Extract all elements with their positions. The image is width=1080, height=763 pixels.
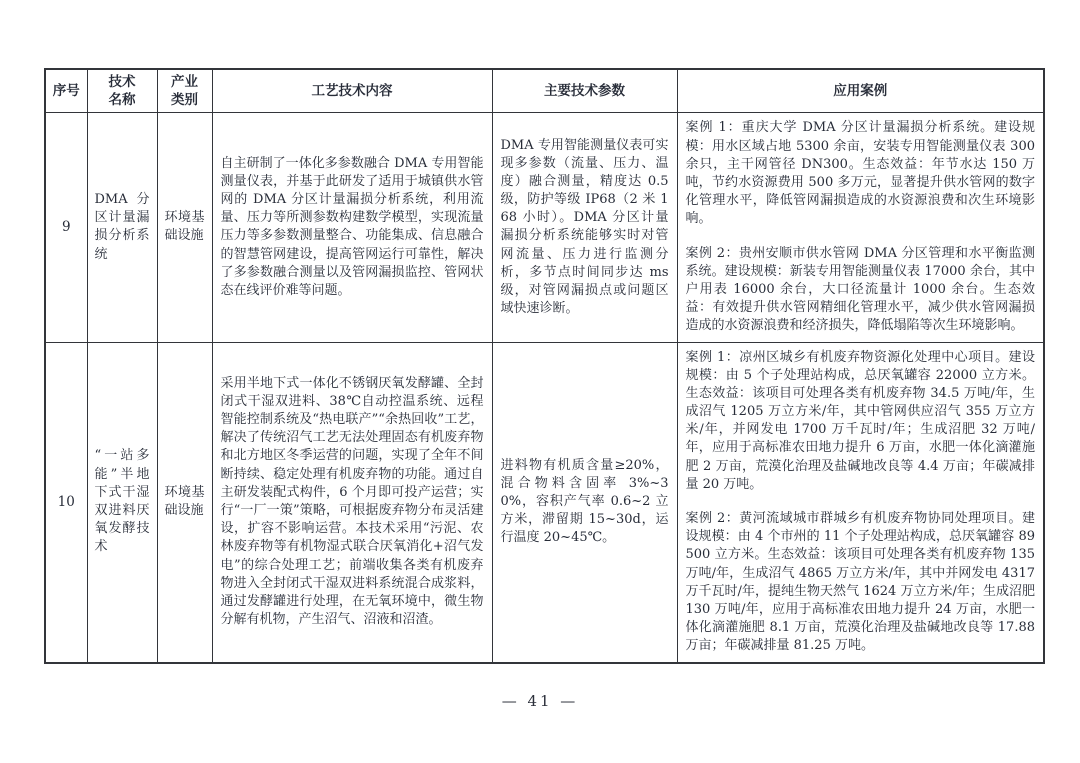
col-header-parameters	[492, 69, 677, 113]
cell-cases	[677, 342, 1044, 663]
cell-category: 环境基础设施	[157, 113, 212, 342]
cell-index: 9	[45, 113, 87, 342]
table-row-9	[45, 113, 1044, 342]
cell-parameters: 进料物有机质含量≥20%，混合物料含固率 3%~30%，容积产气率 0.6~2 立方米，滞留期 15~30d，运行温度 20~45℃。	[492, 342, 677, 663]
cell-process: 自主研制了一体化多参数融合 DMA 专用智能测量仪表，并基于此研发了适用于城镇供水管网的 DMA 分区计量漏损分析系统，利用流量、压力等所测参数构建数学模型，实现流量压力等多参数测量整合、功能集成、信息融合的智慧管网建设，提高管网运行可靠性，解决了多参数融合测量以及管网漏损监控、管网状态在线评价难等问题。	[212, 113, 492, 342]
table-row-10	[45, 342, 1044, 663]
cell-tech-name: DMA 分区计量漏损分析系统	[87, 113, 157, 342]
cell-index: 10	[45, 342, 87, 663]
cell-cases	[677, 113, 1044, 342]
col-header-cases	[677, 69, 1044, 113]
col-header-category	[157, 69, 212, 113]
col-header-cases-label: 应用案例	[833, 83, 888, 99]
cell-process: 采用半地下式一体化不锈钢厌氧发酵罐、全封闭式干湿双进料、38℃自动控温系统、远程智能控制系统及“热电联产”“余热回收”工艺，解决了传统沼气工艺无法处理固态有机废弃物和北方地区冬季运营的问题，实现了全年不间断持续、稳定处理有机废弃物的功能。通过自主研发装配式构件，6 个月即可投产运营；实行“一厂一策”策略，可根据废弃物分布灵活建设，扩容不影响运营。本技术采用“污泥、农林废弃物等有机物湿式联合厌氧消化+沼气发电”的综合处理工艺；前端收集各类有机废弃物进入全封闭式干湿双进料系统混合成浆料，通过发酵罐进行处理，在无氧环境中，微生物分解有机物，产生沼气、沼液和沼渣。	[212, 342, 492, 663]
table-header-row	[45, 69, 1044, 113]
col-header-tech-name-label: 技术名称	[108, 74, 136, 108]
col-header-index-label: 序号	[52, 83, 80, 99]
cell-parameters: DMA 专用智能测量仪表可实现多参数（流量、压力、温度）融合测量，精度达 0.5 级，防护等级 IP68（2 米 168 小时）。DMA 分区计量漏损分析系统能够实时对管网流量、压力进行监测分析，多节点时间同步达 ms 级，对管网漏损点或问题区域快速诊断。	[492, 113, 677, 342]
col-header-index	[45, 69, 87, 113]
case-paragraph: 案例 1：重庆大学 DMA 分区计量漏损分析系统。建设规模：用水区域占地 5300 余亩，安装专用智能测量仪表 300 余只，主干网管径 DN300。生态效益：年节水达 150 万吨，节约水资源费用 500 多万元，显著提升供水管网的数字化管理水平，降低管网漏损造成的水资源浪费和次生环境影响。	[685, 120, 1035, 227]
technology-table	[44, 68, 1045, 664]
col-header-process	[212, 69, 492, 113]
page-number: — 41 —	[501, 692, 579, 710]
col-header-process-label: 工艺技术内容	[311, 83, 393, 99]
col-header-category-label: 产业类别	[171, 74, 198, 108]
cell-category: 环境基础设施	[157, 342, 212, 663]
cell-tech-name: “一站多能”半地下式干湿双进料厌氧发酵技术	[87, 342, 157, 663]
case-paragraph: 案例 2：贵州安顺市供水管网 DMA 分区管理和水平衡监测系统。建设规模：新装专用智能测量仪表 17000 余台，其中户用表 16000 余台，大口径流量计 1000 余台。生态效益：有效提升供水管网精细化管理水平，减少供水管网漏损造成的水资源浪费和经济损失，降低塌陷等次生环境影响。	[685, 245, 1035, 334]
case-paragraph: 案例 1：凉州区城乡有机废弃物资源化处理中心项目。建设规模：由 5 个子处理站构成，总厌氧罐容 22000 立方米。生态效益：该项目可处理各类有机废弃物 34.5 万吨/年，生成沼气 1205 万立方米/年，其中管网供应沼气 355 万立方米/年，并网发电 1700 万千瓦时/年；生成沼肥 32 万吨/年，应用于高标准农田地力提升 6 万亩，水肥一体化滴灌施肥 2 万亩，荒漠化治理及盐碱地改良等 4.4 万亩；年碳减排量 20 万吨。	[685, 349, 1035, 492]
case-paragraph: 案例 2：黄河流域城市群城乡有机废弃物协同处理项目。建设规模：由 4 个市州的 11 个子处理站构成，总厌氧罐容 89500 立方米。生态效益：该项目可处理各类有机废弃物 135 万吨/年，生成沼气 4865 万立方米/年，其中并网发电 4317 万千瓦时/年，提纯生物天然气 1624 万立方米/年；生成沼肥 130 万吨/年，应用于高标准农田地力提升 24 万亩，水肥一体化滴灌施肥 8.1 万亩，荒漠化治理及盐碱地改良等 17.88 万亩；年碳减排量 81.25 万吨。	[685, 511, 1035, 654]
col-header-tech-name	[87, 69, 157, 113]
col-header-parameters-label: 主要技术参数	[544, 83, 625, 99]
